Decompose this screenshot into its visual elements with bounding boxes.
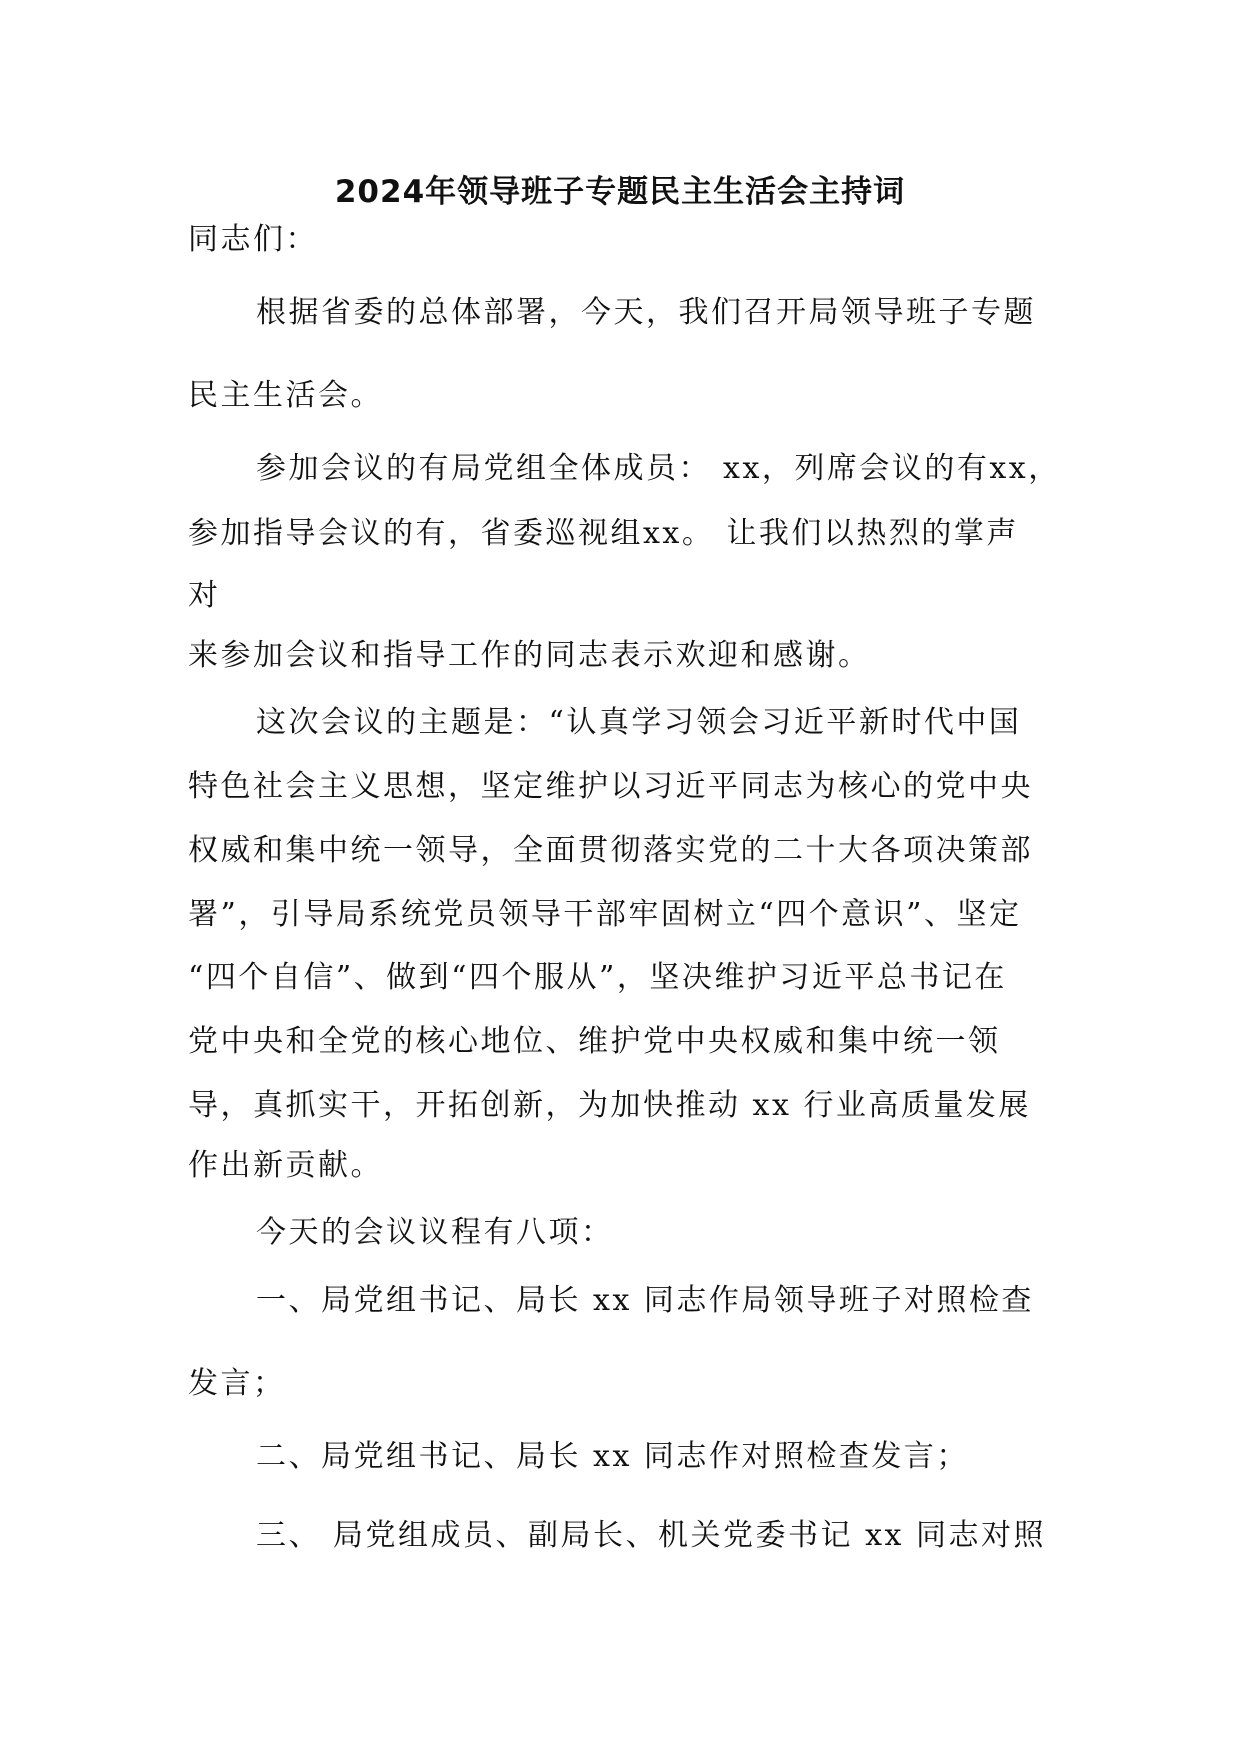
body-line: 根据省委的总体部署，今天，我们召开局领导班子专题 [256, 295, 1036, 330]
agenda-intro-line: 今天的会议议程有八项： [256, 1215, 614, 1250]
body-line: 参加指导会议的有，省委巡视组xx。 让我们以热烈的掌声 [188, 516, 1019, 551]
agenda-item-line: 发言； [188, 1366, 286, 1401]
body-line: 署”，引导局系统党员领导干部牢固树立“四个意识”、坚定 [188, 897, 1022, 932]
agenda-item-line: 二、局党组书记、局长 xx 同志作对照检查发言； [256, 1439, 969, 1474]
agenda-item-line: 三、 局党组成员、副局长、机关党委书记 xx 同志对照 [256, 1518, 1046, 1553]
body-line: 民主生活会。 [188, 378, 383, 413]
body-line: 党中央和全党的核心地位、维护党中央权威和集中统一领 [188, 1024, 1001, 1059]
body-line: 权威和集中统一领导，全面贯彻落实党的二十大各项决策部 [188, 833, 1033, 868]
body-line: 参加会议的有局党组全体成员： xx，列席会议的有xx， [256, 451, 1061, 486]
body-line: 对 [188, 578, 221, 613]
agenda-item-line: 一、局党组书记、局长 xx 同志作局领导班子对照检查 [256, 1283, 1034, 1318]
document-title: 2024年领导班子专题民主生活会主持词 [334, 174, 906, 210]
body-line: 导，真抓实干，开拓创新，为加快推动 xx 行业高质量发展 [188, 1088, 1031, 1123]
salutation-line: 同志们： [188, 222, 318, 257]
body-line: 作出新贡献。 [188, 1148, 383, 1183]
body-line: 特色社会主义思想，坚定维护以习近平同志为核心的党中央 [188, 769, 1033, 804]
body-line: 来参加会议和指导工作的同志表示欢迎和感谢。 [188, 638, 871, 673]
body-line: “四个自信”、做到“四个服从”，坚决维护习近平总书记在 [188, 960, 1007, 995]
body-line: 这次会议的主题是：“认真学习领会习近平新时代中国 [256, 705, 1022, 740]
